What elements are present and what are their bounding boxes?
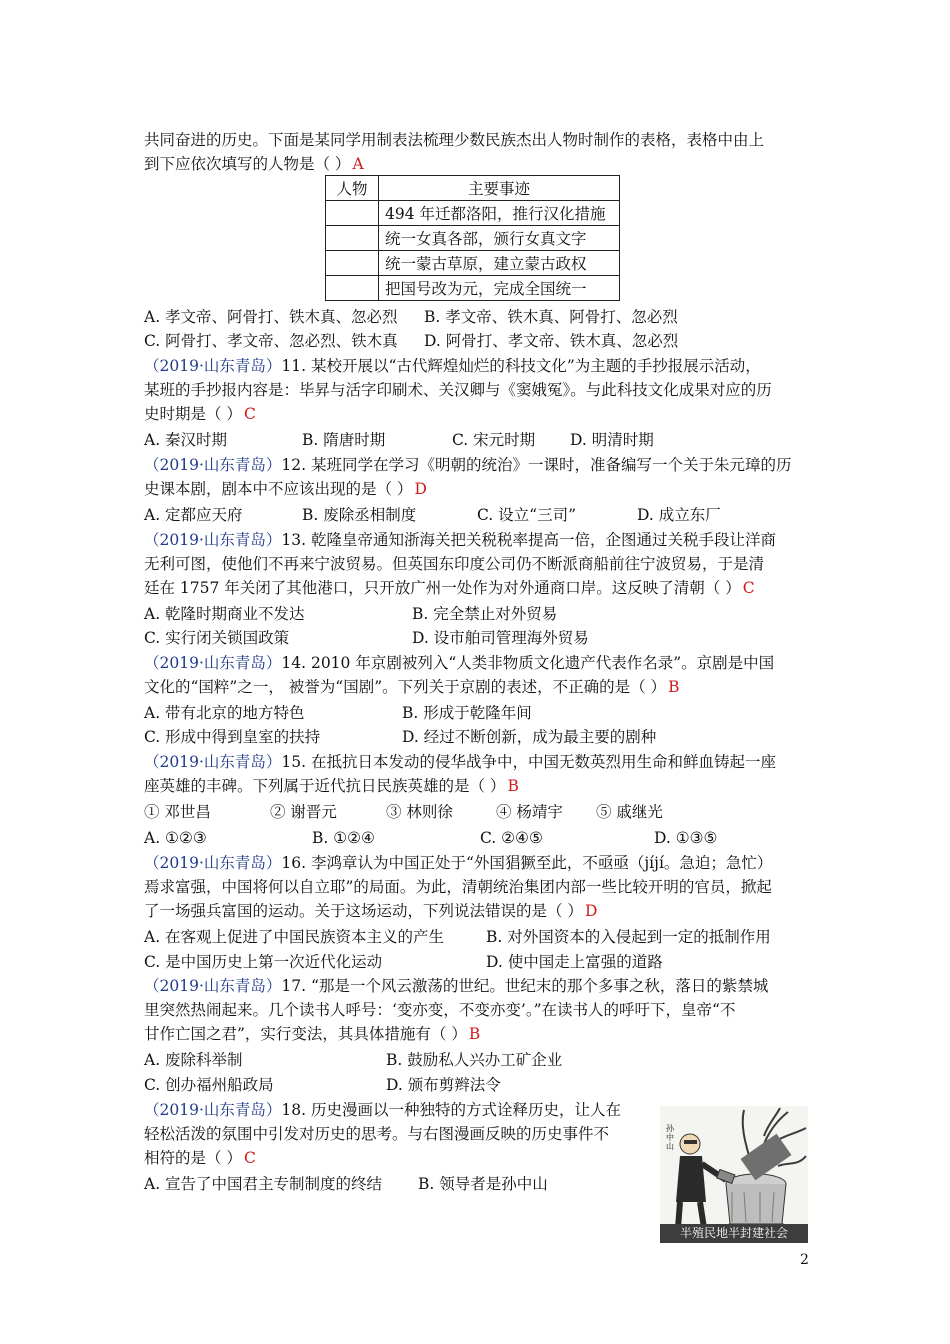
question-text: 甘作亡国之君”，实行变法，其具体措施有（ ） — [144, 1025, 467, 1043]
option-a: A. ①②③ — [144, 829, 207, 847]
table-cell-blank — [326, 276, 379, 301]
option-d: D. 颁布剪辫法令 — [386, 1076, 501, 1094]
intro-line-1: 共同奋进的历史。下面是某同学用制表法梳理少数民族杰出人物时制作的表格，表格中由上 — [144, 131, 765, 149]
option-b: B. 废除丞相制度 — [302, 506, 417, 524]
answer-key: A — [352, 155, 364, 173]
option-d: D. 使中国走上富强的道路 — [486, 953, 663, 971]
question-text: 史课本剧，剧本中不应该出现的是（ ） — [144, 480, 413, 498]
question-13-line-1 — [144, 528, 776, 552]
answer-key: B — [668, 678, 680, 696]
option-b: B. 孝文帝、铁木真、阿骨打、忽必烈 — [424, 308, 678, 326]
option-b: B. 隋唐时期 — [302, 431, 386, 449]
option-a: A. 孝文帝、阿骨打、铁木真、忽必烈 — [144, 308, 398, 326]
option-d: D. 阿骨打、孝文帝、铁木真、忽必烈 — [424, 332, 679, 350]
table-cell: 把国号改为元，完成全国统一 — [379, 276, 620, 301]
option-c: C. 创办福州船政局 — [144, 1076, 274, 1094]
option-d: D. ①③⑤ — [654, 829, 718, 847]
question-15-line-2 — [144, 774, 519, 798]
option-a: A. 定都应天府 — [144, 506, 243, 524]
source-tag: （2019·山东青岛） — [144, 654, 282, 672]
list-item: ⑤ 戚继光 — [596, 803, 663, 821]
intro-question: 到下应依次填写的人物是（ ） — [144, 155, 351, 173]
list-item: ① 邓世昌 — [144, 803, 211, 821]
answer-key: B — [468, 1025, 481, 1043]
list-item: ③ 林则徐 — [386, 803, 453, 821]
question-text: 16. 李鸿章认为中国正处于“外国猖獗至此，不亟亟（jíjí。急迫；急忙） — [281, 854, 773, 872]
question-16-line-2: 焉求富强，中国将何以自立耶”的局面。为此，清朝统治集团内部一些比较开明的官员，掀起 — [144, 878, 772, 896]
source-tag: （2019·山东青岛） — [144, 1101, 282, 1119]
table-cell-blank — [326, 251, 379, 276]
question-text: 14. 2010 年京剧被列入“人类非物质文化遗产代表作名录”。京剧是中国 — [281, 654, 775, 672]
option-b: B. 鼓励私人兴办工矿企业 — [386, 1051, 563, 1069]
list-item: ② 谢晋元 — [270, 803, 337, 821]
question-17-line-3 — [144, 1022, 480, 1046]
table-cell: 494 年迁都洛阳，推行汉化措施 — [379, 201, 620, 226]
question-text: 17. “那是一个风云激荡的世纪。世纪末的那个多事之秋，落日的紫禁城 — [281, 977, 769, 995]
table-header-person: 人物 — [326, 176, 379, 201]
question-text: 13. 乾隆皇帝通知浙海关把关税税率提高一倍，企图通过关税手段让洋商 — [281, 531, 776, 549]
option-b: B. 领导者是孙中山 — [418, 1175, 548, 1193]
question-17-line-1 — [144, 974, 768, 998]
question-12-line-1 — [144, 453, 791, 477]
question-11-line-2: 某班的手抄报内容是：毕昇与活字印刷术、关汉卿与《窦娥冤》。与此科技文化成果对应的历 — [144, 381, 772, 399]
source-tag: （2019·山东青岛） — [144, 456, 282, 474]
question-11-line-3 — [144, 402, 256, 426]
option-d: D. 明清时期 — [570, 431, 654, 449]
page-number: 2 — [800, 1252, 809, 1268]
option-b: B. ①②④ — [312, 829, 375, 847]
option-c: C. 设立“三司” — [477, 506, 577, 524]
answer-key: B — [507, 777, 519, 795]
list-item: ④ 杨靖宇 — [496, 803, 563, 821]
option-c: C. 实行闭关锁国政策 — [144, 629, 290, 647]
table-row — [326, 201, 620, 226]
question-16-line-1 — [144, 851, 772, 875]
option-c: C. 形成中得到皇室的扶持 — [144, 728, 321, 746]
answer-key: D — [584, 902, 598, 920]
answer-key: C — [243, 405, 256, 423]
question-text: 廷在 1757 年关闭了其他港口，只开放广州一处作为对外通商口岸。这反映了清朝（ ） — [144, 579, 741, 597]
question-text: 了一场强兵富国的运动。关于这场运动，下列说法错误的是（ ） — [144, 902, 583, 920]
option-b: B. 完全禁止对外贸易 — [412, 605, 558, 623]
option-a: A. 乾隆时期商业不发达 — [144, 605, 305, 623]
option-a: A. 带有北京的地方特色 — [144, 704, 305, 722]
table-row — [326, 251, 620, 276]
cartoon-illustration — [660, 1106, 808, 1243]
question-18-line-1 — [144, 1098, 621, 1122]
question-18-line-3 — [144, 1146, 256, 1170]
option-d: D. 成立东厂 — [637, 506, 721, 524]
table-cell-blank — [326, 226, 379, 251]
question-text: 12. 某班同学在学习《明朝的统治》一课时，准备编写一个关于朱元璋的历 — [281, 456, 792, 474]
table-cell: 统一女真各部，颁行女真文字 — [379, 226, 620, 251]
cartoon-caption: 半殖民地半封建社会 — [679, 1226, 788, 1240]
question-14-line-2 — [144, 675, 679, 699]
question-text: 史时期是（ ） — [144, 405, 242, 423]
question-15-line-1 — [144, 750, 776, 774]
figures-table — [325, 175, 620, 301]
option-a: A. 宣告了中国君主专制制度的终结 — [144, 1175, 383, 1193]
question-text: 相符的是（ ） — [144, 1149, 242, 1167]
question-11-line-1 — [144, 354, 761, 378]
cartoon-person-label: 孙中山 — [666, 1124, 674, 1151]
question-14-line-1 — [144, 651, 774, 675]
answer-key: C — [742, 579, 755, 597]
option-a: A. 废除科举制 — [144, 1051, 243, 1069]
intro-line-2 — [144, 152, 364, 176]
history-cartoon — [660, 1106, 808, 1243]
table-header-deeds: 主要事迹 — [379, 176, 620, 201]
source-tag: （2019·山东青岛） — [144, 357, 282, 375]
question-text: 18. 历史漫画以一种独特的方式诠释历史，让人在 — [281, 1101, 621, 1119]
table-row — [326, 276, 620, 301]
option-a: A. 在客观上促进了中国民族资本主义的产生 — [144, 928, 445, 946]
question-17-line-2: 里突然热闹起来。几个读书人呼号：‘变亦变，不变亦变’。”在读书人的呼吁下，皇帝“不 — [144, 1001, 736, 1019]
option-d: D. 经过不断创新，成为最主要的剧种 — [402, 728, 657, 746]
option-c: C. 是中国历史上第一次近代化运动 — [144, 953, 383, 971]
source-tag: （2019·山东青岛） — [144, 531, 282, 549]
option-a: A. 秦汉时期 — [144, 431, 228, 449]
option-c: C. 宋元时期 — [452, 431, 536, 449]
source-tag: （2019·山东青岛） — [144, 753, 282, 771]
source-tag: （2019·山东青岛） — [144, 977, 282, 995]
question-text: 11. 某校开展以“古代辉煌灿烂的科技文化”为主题的手抄报展示活动， — [281, 357, 761, 375]
question-text: 座英雄的丰碑。下列属于近代抗日民族英雄的是（ ） — [144, 777, 506, 795]
question-12-line-2 — [144, 477, 427, 501]
question-13-line-2: 无利可图，使他们不再来宁波贸易。但英国东印度公司仍不断派商船前往宁波贸易，于是清 — [144, 555, 765, 573]
question-text: 文化的“国粹”之一， 被誉为“国剧”。下列关于京剧的表述，不正确的是（ ） — [144, 678, 667, 696]
table-cell: 统一蒙古草原，建立蒙古政权 — [379, 251, 620, 276]
table-row — [326, 226, 620, 251]
table-cell-blank — [326, 201, 379, 226]
table-header-row — [326, 176, 620, 201]
question-text: 15. 在抵抗日本发动的侵华战争中，中国无数英烈用生命和鲜血铸起一座 — [281, 753, 776, 771]
question-16-line-3 — [144, 899, 597, 923]
option-c: C. ②④⑤ — [480, 829, 543, 847]
question-18-line-2: 轻松活泼的氛围中引发对历史的思考。与右图漫画反映的历史事件不 — [144, 1125, 610, 1143]
option-b: B. 对外国资本的入侵起到一定的抵制作用 — [486, 928, 771, 946]
question-13-line-3 — [144, 576, 755, 600]
option-c: C. 阿骨打、孝文帝、忽必烈、铁木真 — [144, 332, 398, 350]
source-tag: （2019·山东青岛） — [144, 854, 282, 872]
option-b: B. 形成于乾隆年间 — [402, 704, 532, 722]
answer-key: D — [414, 480, 427, 498]
answer-key: C — [243, 1149, 256, 1167]
option-d: D. 设市舶司管理海外贸易 — [412, 629, 589, 647]
